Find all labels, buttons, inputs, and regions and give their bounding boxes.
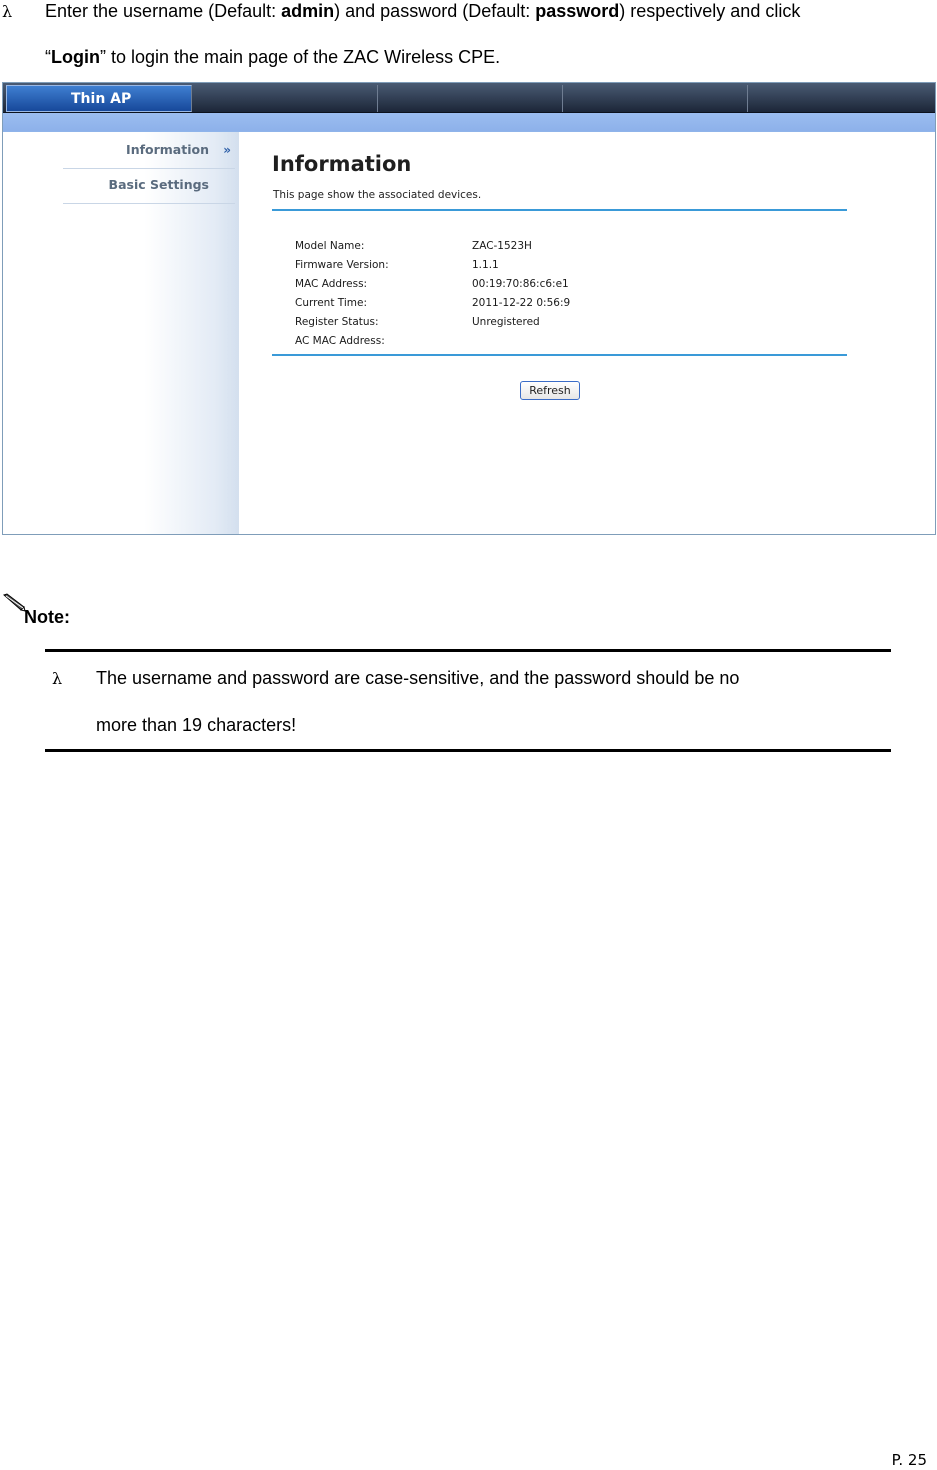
sidebar: [3, 131, 239, 534]
field-label-mac: MAC Address:: [295, 278, 368, 290]
tab-empty-3[interactable]: [563, 85, 748, 112]
field-label-current-time: Current Time:: [295, 297, 368, 309]
note-top-rule: [45, 649, 891, 652]
bullet-symbol: λ: [52, 669, 63, 688]
tab-empty-1[interactable]: [193, 85, 378, 112]
pencil-icon: [2, 593, 26, 613]
bullet-symbol: λ: [2, 2, 13, 21]
default-username: admin: [281, 1, 335, 21]
tab-thin-ap[interactable]: Thin AP: [6, 85, 192, 112]
divider: [272, 354, 847, 356]
field-label-register-status: Register Status:: [295, 316, 379, 328]
instruction-text: ” to login the main page of the ZAC Wireless CPE.: [99, 47, 501, 67]
field-value-current-time: 2011-12-22 0:56:9: [472, 297, 571, 309]
instruction-text: Enter the username (Default:: [45, 1, 282, 21]
sidebar-item-label: Information: [126, 142, 209, 157]
note-text-line-1: The username and password are case-sensitive, and the password should be no: [96, 668, 740, 688]
instruction-line-1: [45, 0, 800, 22]
note-text-line-2: more than 19 characters!: [96, 715, 297, 735]
refresh-button[interactable]: Refresh: [520, 381, 580, 400]
tab-empty-4[interactable]: [748, 85, 935, 112]
instruction-line-2: [45, 46, 500, 68]
sidebar-item-basic-settings[interactable]: [63, 170, 235, 204]
page-number: P. 25: [891, 1451, 927, 1469]
sidebar-item-information[interactable]: [63, 135, 235, 169]
field-value-firmware: 1.1.1: [472, 259, 499, 271]
field-label-model-name: Model Name:: [295, 240, 365, 252]
page-subtitle: This page show the associated devices.: [273, 189, 482, 201]
field-label-ac-mac: AC MAC Address:: [295, 335, 385, 347]
thin-ap-screenshot: [2, 82, 936, 535]
instruction-text: ) and password (Default:: [334, 1, 536, 21]
field-value-mac: 00:19:70:86:c6:e1: [472, 278, 569, 290]
field-label-firmware: Firmware Version:: [295, 259, 389, 271]
default-password: password: [535, 1, 620, 21]
instruction-text: ) respectively and click: [619, 1, 801, 21]
page-title: Information: [272, 152, 412, 176]
note-heading: Note:: [24, 607, 70, 627]
double-chevron-right-icon: »: [223, 143, 231, 157]
sidebar-item-label: Basic Settings: [108, 177, 209, 192]
field-value-model-name: ZAC-1523H: [472, 240, 532, 252]
note-bottom-rule: [45, 749, 891, 752]
sub-nav-strip: [3, 113, 935, 131]
main-content: [239, 131, 935, 534]
divider: [272, 209, 847, 211]
field-value-register-status: Unregistered: [472, 316, 540, 328]
tab-empty-2[interactable]: [378, 85, 563, 112]
top-navigation-bar: [3, 83, 935, 113]
open-quote: “: [45, 47, 51, 67]
login-keyword: Login: [51, 47, 100, 67]
